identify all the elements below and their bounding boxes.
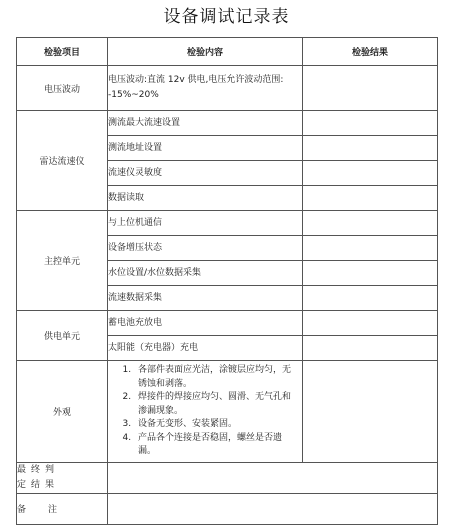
table-row bbox=[17, 462, 438, 493]
result-cell[interactable] bbox=[303, 186, 438, 211]
table-row bbox=[17, 66, 438, 111]
final-result-label bbox=[17, 462, 108, 493]
content-power-1: 太阳能（充电器）充电 bbox=[108, 336, 303, 361]
result-cell[interactable] bbox=[303, 261, 438, 286]
item-main-unit: 主控单元 bbox=[17, 211, 108, 311]
header-item: 检验项目 bbox=[17, 38, 108, 66]
final-label-line2: 定结果 bbox=[17, 479, 60, 490]
content-radar-3: 数据读取 bbox=[108, 186, 303, 211]
content-voltage-line2: -15%~20% bbox=[108, 90, 159, 100]
result-cell[interactable] bbox=[303, 66, 438, 111]
item-radar: 雷达流速仪 bbox=[17, 111, 108, 211]
result-cell[interactable] bbox=[303, 236, 438, 261]
table-row bbox=[17, 311, 438, 336]
header-content: 检验内容 bbox=[108, 38, 303, 66]
result-cell[interactable] bbox=[303, 161, 438, 186]
result-cell[interactable] bbox=[303, 286, 438, 311]
content-radar-1: 测流地址设置 bbox=[108, 136, 303, 161]
note-label-b: 注 bbox=[48, 505, 58, 515]
page-title: 设备调试记录表 bbox=[163, 7, 290, 27]
item-voltage: 电压波动 bbox=[17, 66, 108, 111]
result-cell[interactable] bbox=[303, 211, 438, 236]
result-cell[interactable] bbox=[303, 136, 438, 161]
header-result: 检验结果 bbox=[303, 38, 438, 66]
content-main-3: 流速数据采集 bbox=[108, 286, 303, 311]
result-cell[interactable] bbox=[303, 361, 438, 463]
appearance-point: 1. 各部件表面应光洁，涂镀层应均匀，无锈蚀和剥落。 bbox=[134, 364, 296, 391]
debug-record-table bbox=[16, 37, 438, 525]
final-result-cell[interactable] bbox=[108, 462, 438, 493]
appearance-point: 4. 产品各个连接是否稳固，螺丝是否遗漏。 bbox=[134, 432, 296, 459]
content-voltage-line1: 电压波动:直流 12v 供电,电压允许波动范围: bbox=[108, 75, 284, 85]
content-main-0: 与上位机通信 bbox=[108, 211, 303, 236]
note-label bbox=[17, 493, 108, 524]
appearance-point: 3. 设备无变形、安装紧固。 bbox=[134, 418, 296, 432]
item-appearance: 外观 bbox=[17, 361, 108, 463]
content-radar-0: 测流最大流速设置 bbox=[108, 111, 303, 136]
content-main-2: 水位设置/水位数据采集 bbox=[108, 261, 303, 286]
note-cell[interactable] bbox=[108, 493, 438, 524]
content-main-1: 设备增压状态 bbox=[108, 236, 303, 261]
result-cell[interactable] bbox=[303, 311, 438, 336]
table-row bbox=[17, 111, 438, 136]
result-cell[interactable] bbox=[303, 336, 438, 361]
item-power: 供电单元 bbox=[17, 311, 108, 361]
result-cell[interactable] bbox=[303, 111, 438, 136]
content-appearance bbox=[108, 361, 303, 463]
table-row bbox=[17, 493, 438, 524]
note-label-a: 备 bbox=[17, 505, 27, 515]
final-label-line1: 最终判 bbox=[17, 464, 60, 475]
appearance-point: 2. 焊接件的焊接应均匀、圆滑、无气孔和渗漏现象。 bbox=[134, 391, 296, 418]
appearance-list bbox=[108, 364, 302, 459]
header-row bbox=[17, 38, 438, 66]
content-radar-2: 流速仪灵敏度 bbox=[108, 161, 303, 186]
table-row bbox=[17, 361, 438, 463]
table-row bbox=[17, 211, 438, 236]
content-power-0: 蓄电池充放电 bbox=[108, 311, 303, 336]
content-voltage bbox=[108, 66, 303, 111]
